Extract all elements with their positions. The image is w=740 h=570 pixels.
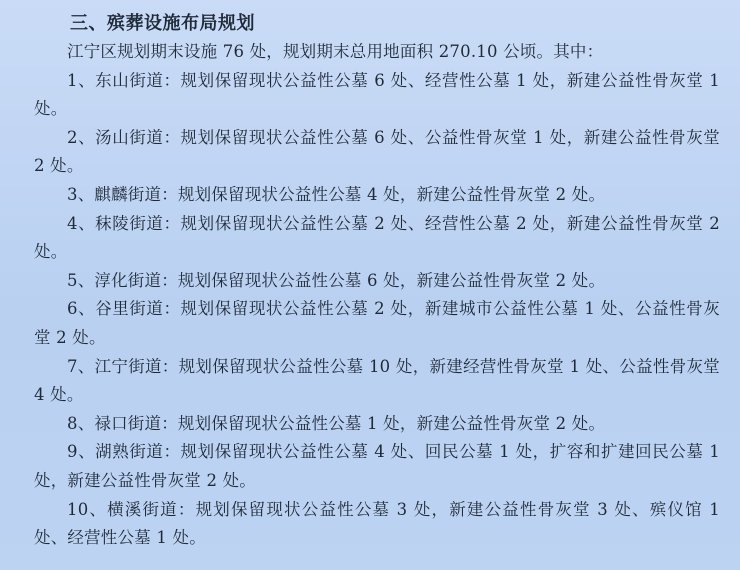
- list-item: 9、湖熟街道：规划保留现状公益性公墓 4 处、回民公墓 1 处，扩容和扩建回民公墓 1 处，新建公益性骨灰堂 2 处。: [34, 442, 720, 490]
- list-item: 2、汤山街道：规划保留现状公益性公墓 6 处、公益性骨灰堂 1 处，新建公益性骨灰堂 2 处。: [34, 127, 720, 176]
- list-item: 8、禄口街道：规划保留现状公益性公墓 1 处，新建公益性骨灰堂 2 处。: [67, 413, 606, 433]
- intro-paragraph: 江宁区规划期末设施 76 处，规划期末总用地面积 270.10 公顷。其中：: [67, 42, 604, 61]
- list-item: 5、淳化街道：规划保留现状公益性公墓 6 处，新建公益性骨灰堂 2 处。: [67, 270, 606, 290]
- list-item: 3、麒麟街道：规划保留现状公益性公墓 4 处，新建公益性骨灰堂 2 处。: [67, 184, 606, 204]
- list-item: 6、谷里街道：规划保留现状公益性公墓 2 处，新建城市公益性公墓 1 处、公益性骨灰堂 2 处。: [34, 299, 720, 347]
- list-item: 4、秣陵街道：规划保留现状公益性公墓 2 处、经营性公墓 2 处，新建公益性骨灰堂 2 处。: [34, 213, 720, 262]
- list-item: 1、东山街道：规划保留现状公益性公墓 6 处、经营性公墓 1 处，新建公益性骨灰堂 1 处。: [34, 70, 720, 119]
- list-item: 10、横溪街道：规划保留现状公益性公墓 3 处，新建公益性骨灰堂 3 处、殡仪馆 1 处、经营性公墓 1 处。: [34, 499, 720, 548]
- list-item: 7、江宁街道：规划保留现状公益性公墓 10 处，新建经营性骨灰堂 1 处、公益性骨灰堂 4 处。: [34, 356, 720, 405]
- section-title: 三、殡葬设施布局规划: [70, 13, 255, 34]
